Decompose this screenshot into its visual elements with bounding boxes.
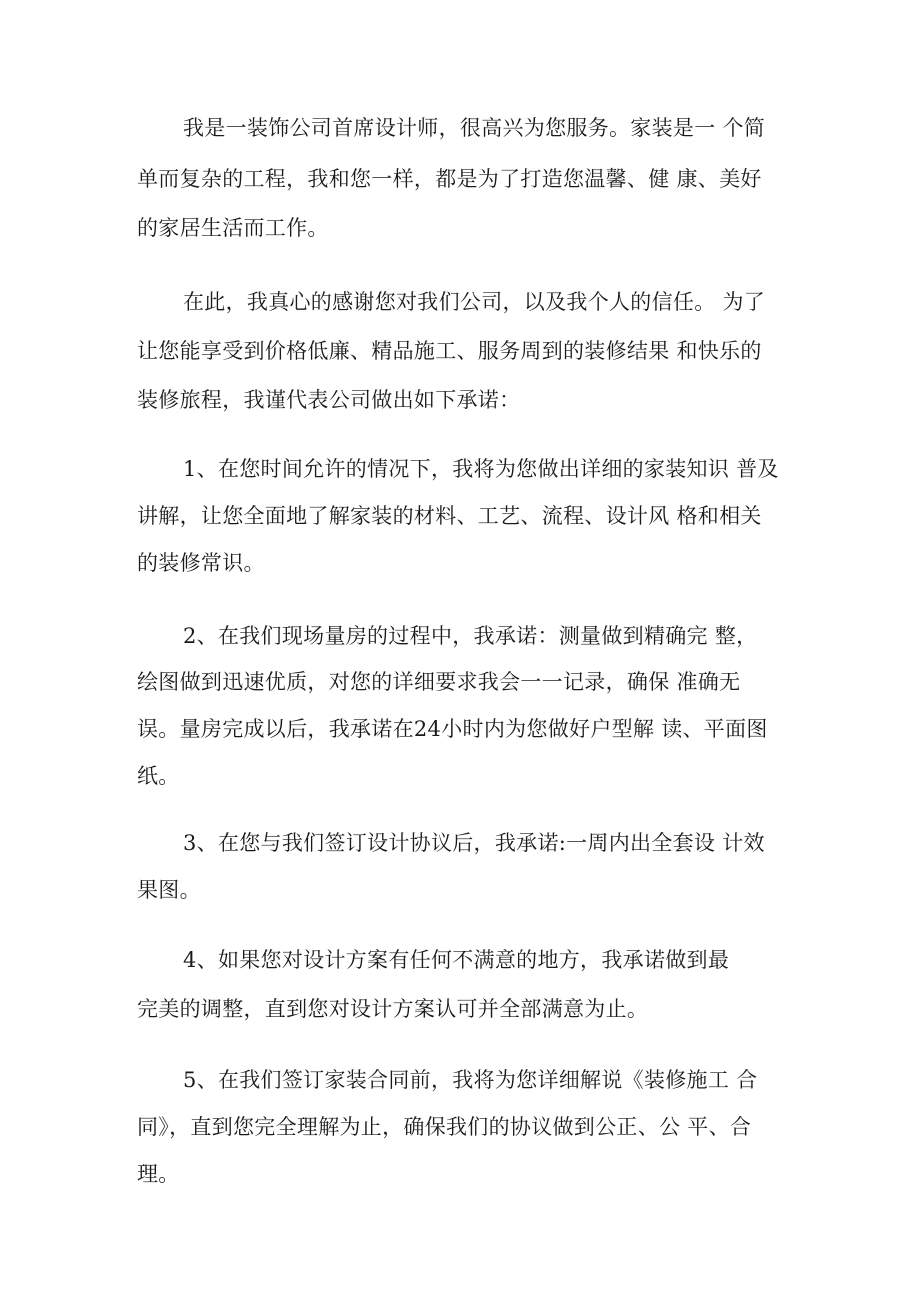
- paragraph-2-line-2: 让您能享受到价格低廉、精品施工、服务周到的装修结果 和快乐的: [137, 339, 762, 363]
- paragraph-1-line-1: 我是一装饰公司首席设计师，很高兴为您服务。家装是一 个简: [183, 116, 766, 140]
- paragraph-4-line-1: 2、在我们现场量房的过程中，我承诺：测量做到精确完 整，: [183, 624, 758, 648]
- paragraph-4-line-3: 误。量房完成以后，我承诺在24小时内为您做好户型解 读、平面图: [137, 717, 768, 741]
- paragraph-6-line-1: 4、如果您对设计方案有任何不满意的地方，我承诺做到最: [183, 948, 730, 972]
- paragraph-6-line-2: 完美的调整，直到您对设计方案认可并全部满意为止。: [137, 997, 649, 1021]
- paragraph-5-line-2: 果图。: [137, 878, 201, 902]
- paragraph-1-line-3: 的家居生活而工作。: [137, 216, 329, 240]
- paragraph-3-line-1: 1、在您时间允许的情况下，我将为您做出详细的家装知识 普及: [183, 457, 779, 481]
- paragraph-3-line-2: 讲解，让您全面地了解家装的材料、工艺、流程、设计风 格和相关: [137, 504, 762, 528]
- paragraph-2-line-1: 在此，我真心的感谢您对我们公司，以及我个人的信任。 为了: [183, 290, 766, 314]
- paragraph-1-line-2: 单而复杂的工程，我和您一样，都是为了打造您温馨、健 康、美好: [137, 167, 762, 191]
- paragraph-7-line-1: 5、在我们签订家装合同前，我将为您详细解说《装修施工 合: [183, 1068, 758, 1092]
- paragraph-4-line-4: 纸。: [137, 764, 180, 788]
- paragraph-3-line-3: 的装修常识。: [137, 551, 265, 575]
- paragraph-5-line-1: 3、在您与我们签订设计协议后，我承诺:一周内出全套设 计效: [183, 831, 765, 855]
- paragraph-2-line-3: 装修旅程，我谨代表公司做出如下承诺：: [137, 388, 521, 412]
- paragraph-7-line-3: 理。: [137, 1162, 180, 1186]
- paragraph-4-line-2: 绘图做到迅速优质，对您的详细要求我会一一记录，确保 准确无: [137, 670, 741, 694]
- paragraph-7-line-2: 同》，直到您完全理解为止，确保我们的协议做到公正、公 平、合: [137, 1115, 752, 1139]
